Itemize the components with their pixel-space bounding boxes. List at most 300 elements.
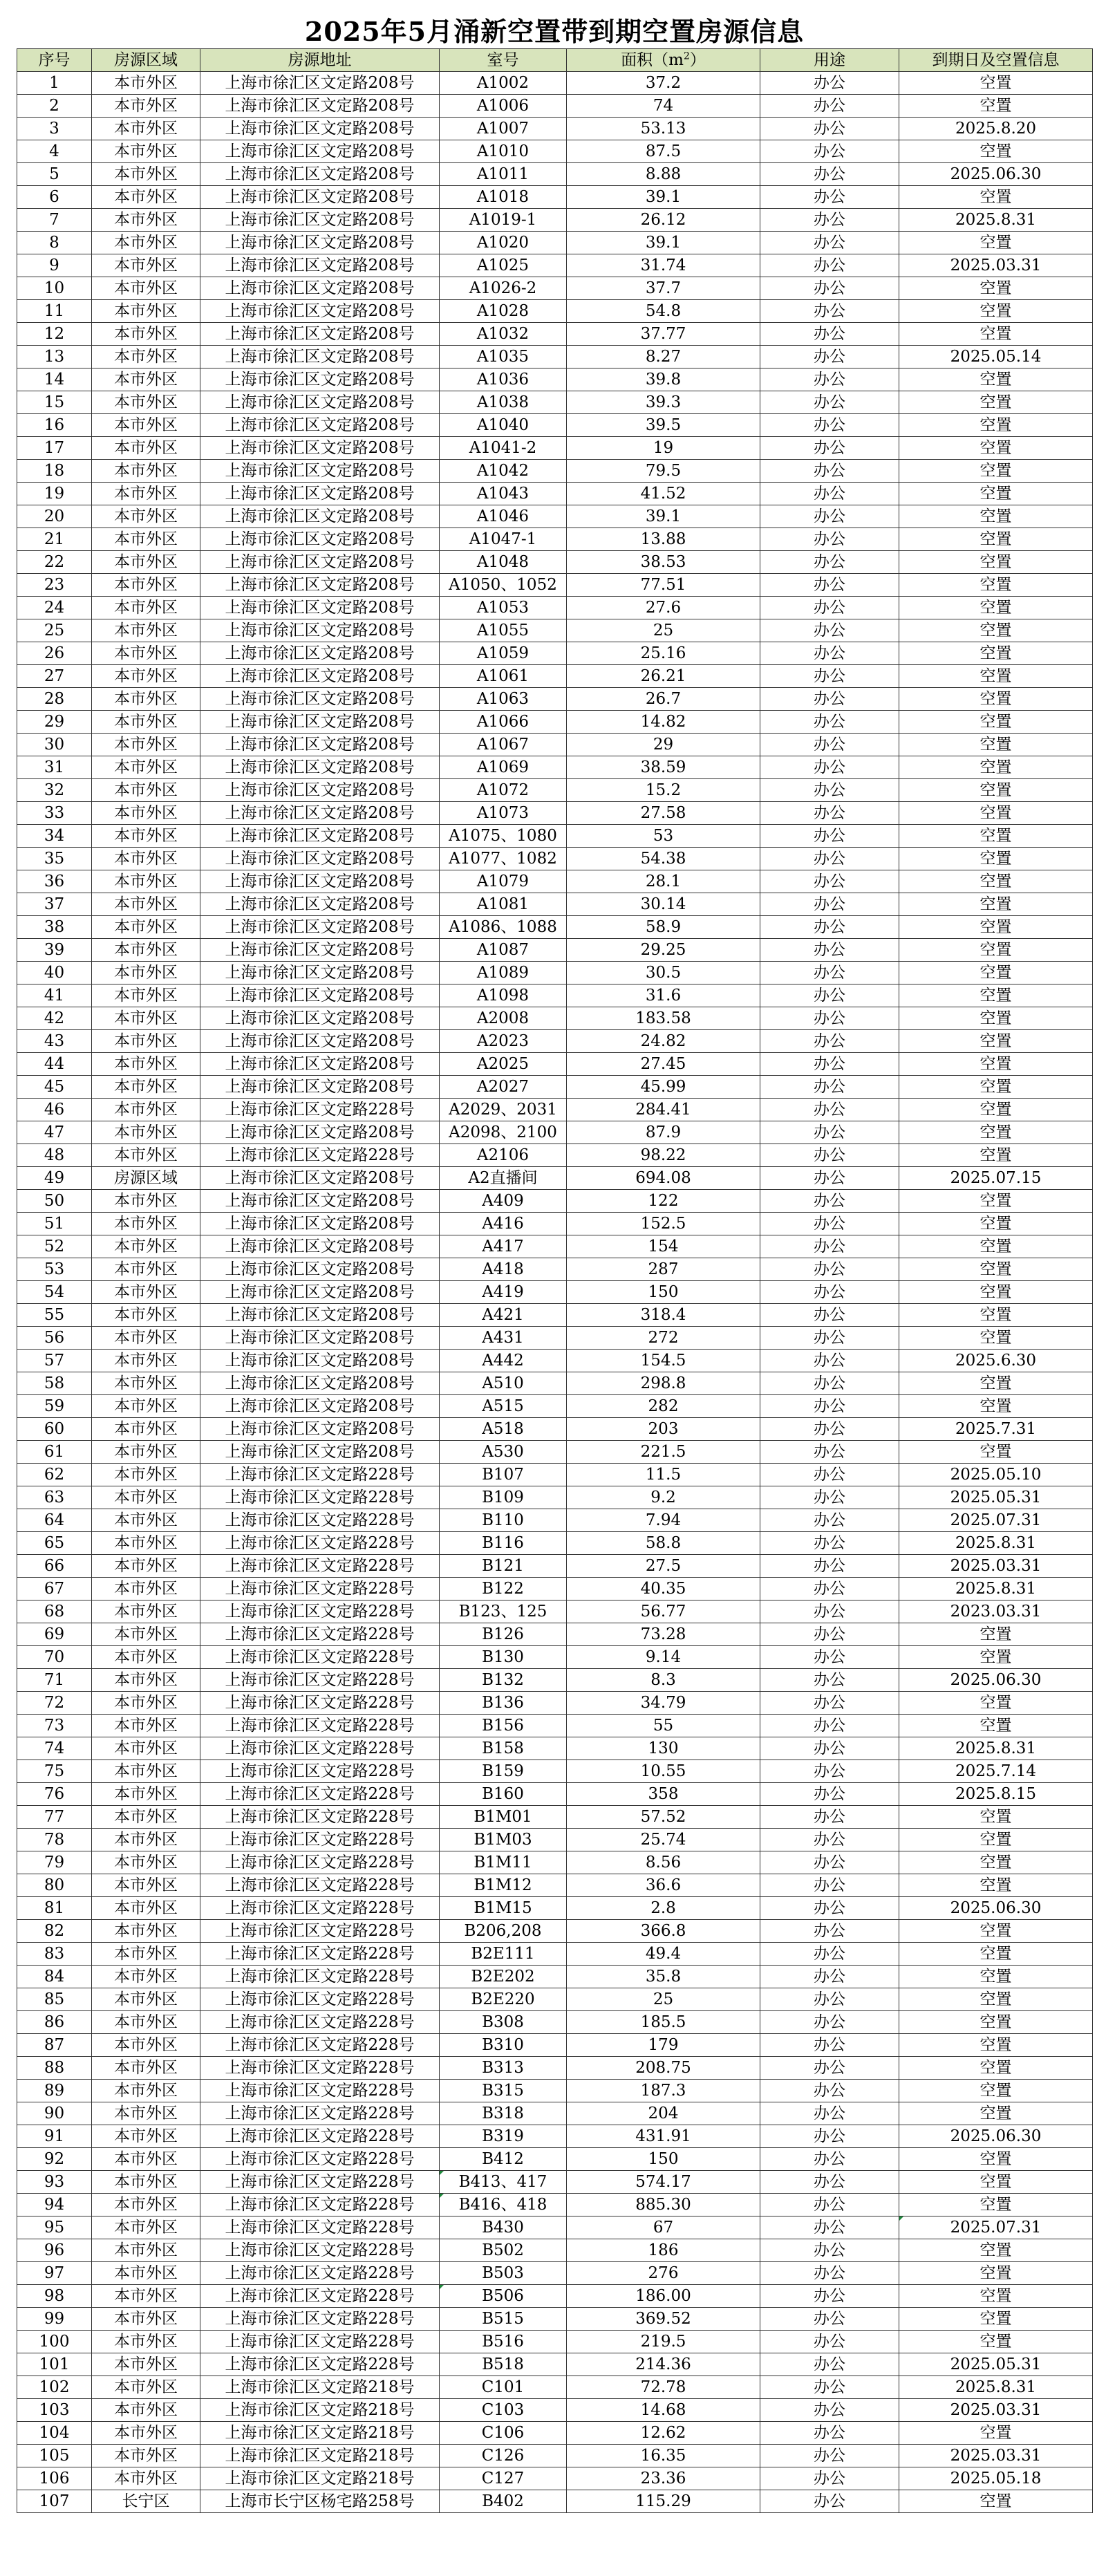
cell-seq[interactable]: 79	[17, 1851, 92, 1874]
cell-room[interactable]: A1081	[440, 893, 567, 916]
cell-seq[interactable]: 64	[17, 1509, 92, 1532]
cell-room[interactable]: B308	[440, 2011, 567, 2034]
cell-area[interactable]: 183.58	[567, 1007, 760, 1030]
cell-region[interactable]: 本市外区	[92, 483, 200, 505]
cell-expiry[interactable]: 空置	[899, 1304, 1093, 1327]
cell-seq[interactable]: 41	[17, 984, 92, 1007]
cell-expiry[interactable]: 空置	[899, 848, 1093, 870]
cell-area[interactable]: 87.5	[567, 140, 760, 163]
cell-usage[interactable]: 办公	[760, 711, 899, 734]
cell-address[interactable]: 上海市长宁区杨宅路258号	[200, 2490, 440, 2513]
cell-address[interactable]: 上海市徐汇区文定路208号	[200, 1418, 440, 1441]
cell-address[interactable]: 上海市徐汇区文定路208号	[200, 1190, 440, 1213]
cell-region[interactable]: 房源区域	[92, 1167, 200, 1190]
cell-expiry[interactable]: 空置	[899, 391, 1093, 414]
cell-usage[interactable]: 办公	[760, 368, 899, 391]
cell-room[interactable]: B107	[440, 1464, 567, 1486]
cell-expiry[interactable]: 空置	[899, 2171, 1093, 2194]
cell-address[interactable]: 上海市徐汇区文定路228号	[200, 2080, 440, 2102]
cell-address[interactable]: 上海市徐汇区文定路228号	[200, 2331, 440, 2353]
cell-room[interactable]: C106	[440, 2422, 567, 2445]
cell-region[interactable]: 本市外区	[92, 1350, 200, 1372]
cell-room[interactable]: B160	[440, 1783, 567, 1806]
cell-seq[interactable]: 68	[17, 1600, 92, 1623]
cell-address[interactable]: 上海市徐汇区文定路208号	[200, 939, 440, 962]
cell-region[interactable]: 本市外区	[92, 1235, 200, 1258]
cell-area[interactable]: 150	[567, 2148, 760, 2171]
cell-address[interactable]: 上海市徐汇区文定路208号	[200, 848, 440, 870]
cell-room[interactable]: A1098	[440, 984, 567, 1007]
cell-region[interactable]: 本市外区	[92, 2422, 200, 2445]
cell-usage[interactable]: 办公	[760, 870, 899, 893]
cell-address[interactable]: 上海市徐汇区文定路228号	[200, 1783, 440, 1806]
cell-address[interactable]: 上海市徐汇区文定路228号	[200, 2057, 440, 2080]
cell-region[interactable]: 本市外区	[92, 1258, 200, 1281]
cell-usage[interactable]: 办公	[760, 1555, 899, 1578]
cell-seq[interactable]: 29	[17, 711, 92, 734]
cell-usage[interactable]: 办公	[760, 1737, 899, 1760]
cell-room[interactable]: A419	[440, 1281, 567, 1304]
cell-address[interactable]: 上海市徐汇区文定路228号	[200, 2125, 440, 2148]
cell-region[interactable]: 本市外区	[92, 1806, 200, 1829]
cell-region[interactable]: 本市外区	[92, 2331, 200, 2353]
cell-room[interactable]: A1073	[440, 802, 567, 825]
cell-expiry[interactable]: 2025.8.15	[899, 1783, 1093, 1806]
cell-usage[interactable]: 办公	[760, 2262, 899, 2285]
cell-room[interactable]: B123、125	[440, 1600, 567, 1623]
cell-room[interactable]: B503	[440, 2262, 567, 2285]
cell-area[interactable]: 179	[567, 2034, 760, 2057]
cell-usage[interactable]: 办公	[760, 802, 899, 825]
cell-room[interactable]: A1077、1082	[440, 848, 567, 870]
cell-usage[interactable]: 办公	[760, 1007, 899, 1030]
cell-usage[interactable]: 办公	[760, 95, 899, 118]
cell-region[interactable]: 本市外区	[92, 1190, 200, 1213]
cell-usage[interactable]: 办公	[760, 2376, 899, 2399]
cell-expiry[interactable]: 空置	[899, 1395, 1093, 1418]
cell-expiry[interactable]: 空置	[899, 1144, 1093, 1167]
cell-seq[interactable]: 30	[17, 734, 92, 756]
cell-usage[interactable]: 办公	[760, 2422, 899, 2445]
cell-expiry[interactable]: 空置	[899, 1988, 1093, 2011]
cell-room[interactable]: A1063	[440, 688, 567, 711]
cell-area[interactable]: 8.3	[567, 1669, 760, 1692]
cell-room[interactable]: A1032	[440, 323, 567, 346]
cell-area[interactable]: 73.28	[567, 1623, 760, 1646]
cell-address[interactable]: 上海市徐汇区文定路208号	[200, 1213, 440, 1235]
cell-expiry[interactable]: 2025.03.31	[899, 2399, 1093, 2422]
cell-seq[interactable]: 93	[17, 2171, 92, 2194]
cell-usage[interactable]: 办公	[760, 277, 899, 300]
cell-address[interactable]: 上海市徐汇区文定路208号	[200, 825, 440, 848]
cell-usage[interactable]: 办公	[760, 2445, 899, 2467]
cell-region[interactable]: 本市外区	[92, 2080, 200, 2102]
cell-room[interactable]: A1059	[440, 642, 567, 665]
cell-area[interactable]: 115.29	[567, 2490, 760, 2513]
cell-room[interactable]: A2027	[440, 1076, 567, 1099]
cell-expiry[interactable]: 2025.05.14	[899, 346, 1093, 368]
cell-address[interactable]: 上海市徐汇区文定路208号	[200, 756, 440, 779]
cell-expiry[interactable]: 2025.05.18	[899, 2467, 1093, 2490]
cell-expiry[interactable]: 2025.8.31	[899, 1532, 1093, 1555]
cell-address[interactable]: 上海市徐汇区文定路228号	[200, 1920, 440, 1943]
cell-usage[interactable]: 办公	[760, 346, 899, 368]
cell-expiry[interactable]: 空置	[899, 1190, 1093, 1213]
cell-region[interactable]: 本市外区	[92, 1600, 200, 1623]
cell-region[interactable]: 本市外区	[92, 1121, 200, 1144]
cell-room[interactable]: A1053	[440, 597, 567, 619]
cell-area[interactable]: 187.3	[567, 2080, 760, 2102]
cell-seq[interactable]: 38	[17, 916, 92, 939]
cell-seq[interactable]: 3	[17, 118, 92, 140]
cell-expiry[interactable]: 2025.06.30	[899, 1897, 1093, 1920]
cell-region[interactable]: 本市外区	[92, 1395, 200, 1418]
cell-usage[interactable]: 办公	[760, 642, 899, 665]
cell-seq[interactable]: 104	[17, 2422, 92, 2445]
cell-address[interactable]: 上海市徐汇区文定路208号	[200, 1304, 440, 1327]
cell-room[interactable]: A1002	[440, 72, 567, 95]
cell-seq[interactable]: 31	[17, 756, 92, 779]
cell-expiry[interactable]: 空置	[899, 2490, 1093, 2513]
cell-address[interactable]: 上海市徐汇区文定路228号	[200, 1646, 440, 1669]
cell-expiry[interactable]: 空置	[899, 597, 1093, 619]
cell-usage[interactable]: 办公	[760, 118, 899, 140]
cell-area[interactable]: 40.35	[567, 1578, 760, 1600]
cell-address[interactable]: 上海市徐汇区文定路208号	[200, 186, 440, 209]
cell-usage[interactable]: 办公	[760, 140, 899, 163]
cell-seq[interactable]: 98	[17, 2285, 92, 2308]
cell-room[interactable]: B110	[440, 1509, 567, 1532]
cell-usage[interactable]: 办公	[760, 2285, 899, 2308]
cell-seq[interactable]: 81	[17, 1897, 92, 1920]
cell-usage[interactable]: 办公	[760, 2080, 899, 2102]
cell-address[interactable]: 上海市徐汇区文定路228号	[200, 1464, 440, 1486]
cell-expiry[interactable]: 空置	[899, 711, 1093, 734]
cell-region[interactable]: 本市外区	[92, 1760, 200, 1783]
cell-area[interactable]: 29.25	[567, 939, 760, 962]
cell-room[interactable]: A2023	[440, 1030, 567, 1053]
cell-usage[interactable]: 办公	[760, 163, 899, 186]
cell-expiry[interactable]: 空置	[899, 1030, 1093, 1053]
cell-room[interactable]: B1M15	[440, 1897, 567, 1920]
cell-address[interactable]: 上海市徐汇区文定路208号	[200, 209, 440, 232]
cell-room[interactable]: A2029、2031	[440, 1099, 567, 1121]
cell-area[interactable]: 282	[567, 1395, 760, 1418]
cell-usage[interactable]: 办公	[760, 300, 899, 323]
cell-room[interactable]: C101	[440, 2376, 567, 2399]
cell-address[interactable]: 上海市徐汇区文定路228号	[200, 2034, 440, 2057]
cell-address[interactable]: 上海市徐汇区文定路208号	[200, 460, 440, 483]
cell-usage[interactable]: 办公	[760, 734, 899, 756]
cell-room[interactable]: A1019-1	[440, 209, 567, 232]
cell-room[interactable]: A1025	[440, 254, 567, 277]
cell-room[interactable]: B416、418	[440, 2194, 567, 2216]
cell-address[interactable]: 上海市徐汇区文定路218号	[200, 2399, 440, 2422]
cell-expiry[interactable]: 2025.05.10	[899, 1464, 1093, 1486]
cell-expiry[interactable]: 空置	[899, 460, 1093, 483]
cell-expiry[interactable]: 空置	[899, 277, 1093, 300]
cell-region[interactable]: 本市外区	[92, 277, 200, 300]
cell-room[interactable]: A1040	[440, 414, 567, 437]
cell-area[interactable]: 58.9	[567, 916, 760, 939]
cell-region[interactable]: 本市外区	[92, 1851, 200, 1874]
cell-area[interactable]: 185.5	[567, 2011, 760, 2034]
cell-region[interactable]: 本市外区	[92, 2376, 200, 2399]
cell-expiry[interactable]: 空置	[899, 2239, 1093, 2262]
cell-address[interactable]: 上海市徐汇区文定路208号	[200, 893, 440, 916]
cell-region[interactable]: 本市外区	[92, 1144, 200, 1167]
cell-usage[interactable]: 办公	[760, 665, 899, 688]
cell-area[interactable]: 29	[567, 734, 760, 756]
cell-room[interactable]: A515	[440, 1395, 567, 1418]
cell-address[interactable]: 上海市徐汇区文定路208号	[200, 300, 440, 323]
cell-area[interactable]: 39.8	[567, 368, 760, 391]
cell-address[interactable]: 上海市徐汇区文定路208号	[200, 1076, 440, 1099]
cell-expiry[interactable]: 空置	[899, 1281, 1093, 1304]
cell-expiry[interactable]: 空置	[899, 1623, 1093, 1646]
cell-address[interactable]: 上海市徐汇区文定路208号	[200, 254, 440, 277]
cell-expiry[interactable]: 空置	[899, 1258, 1093, 1281]
cell-region[interactable]: 本市外区	[92, 870, 200, 893]
cell-expiry[interactable]: 空置	[899, 2102, 1093, 2125]
cell-seq[interactable]: 2	[17, 95, 92, 118]
cell-expiry[interactable]: 空置	[899, 414, 1093, 437]
cell-usage[interactable]: 办公	[760, 1053, 899, 1076]
cell-room[interactable]: A2098、2100	[440, 1121, 567, 1144]
cell-address[interactable]: 上海市徐汇区文定路208号	[200, 1121, 440, 1144]
cell-address[interactable]: 上海市徐汇区文定路208号	[200, 118, 440, 140]
cell-area[interactable]: 39.3	[567, 391, 760, 414]
cell-expiry[interactable]: 2025.03.31	[899, 2445, 1093, 2467]
cell-area[interactable]: 208.75	[567, 2057, 760, 2080]
cell-area[interactable]: 221.5	[567, 1441, 760, 1464]
cell-usage[interactable]: 办公	[760, 2194, 899, 2216]
cell-region[interactable]: 本市外区	[92, 1304, 200, 1327]
cell-usage[interactable]: 办公	[760, 323, 899, 346]
cell-area[interactable]: 38.59	[567, 756, 760, 779]
cell-expiry[interactable]: 空置	[899, 300, 1093, 323]
cell-area[interactable]: 34.79	[567, 1692, 760, 1715]
cell-seq[interactable]: 56	[17, 1327, 92, 1350]
cell-expiry[interactable]: 空置	[899, 140, 1093, 163]
cell-expiry[interactable]: 空置	[899, 1806, 1093, 1829]
cell-room[interactable]: B130	[440, 1646, 567, 1669]
cell-seq[interactable]: 12	[17, 323, 92, 346]
cell-region[interactable]: 本市外区	[92, 2171, 200, 2194]
cell-address[interactable]: 上海市徐汇区文定路208号	[200, 1441, 440, 1464]
cell-room[interactable]: A1072	[440, 779, 567, 802]
cell-usage[interactable]: 办公	[760, 1030, 899, 1053]
cell-seq[interactable]: 44	[17, 1053, 92, 1076]
cell-usage[interactable]: 办公	[760, 688, 899, 711]
cell-room[interactable]: B518	[440, 2353, 567, 2376]
cell-room[interactable]: A1028	[440, 300, 567, 323]
cell-address[interactable]: 上海市徐汇区文定路208号	[200, 277, 440, 300]
cell-address[interactable]: 上海市徐汇区文定路208号	[200, 1281, 440, 1304]
cell-address[interactable]: 上海市徐汇区文定路208号	[200, 95, 440, 118]
cell-room[interactable]: B315	[440, 2080, 567, 2102]
cell-area[interactable]: 38.53	[567, 551, 760, 574]
cell-region[interactable]: 本市外区	[92, 1669, 200, 1692]
cell-area[interactable]: 214.36	[567, 2353, 760, 2376]
cell-area[interactable]: 56.77	[567, 1600, 760, 1623]
cell-area[interactable]: 27.5	[567, 1555, 760, 1578]
cell-seq[interactable]: 19	[17, 483, 92, 505]
cell-address[interactable]: 上海市徐汇区文定路208号	[200, 688, 440, 711]
cell-usage[interactable]: 办公	[760, 1190, 899, 1213]
cell-area[interactable]: 30.14	[567, 893, 760, 916]
cell-expiry[interactable]: 空置	[899, 2080, 1093, 2102]
cell-room[interactable]: B1M11	[440, 1851, 567, 1874]
cell-region[interactable]: 本市外区	[92, 1327, 200, 1350]
cell-area[interactable]: 37.7	[567, 277, 760, 300]
cell-room[interactable]: A1055	[440, 619, 567, 642]
cell-area[interactable]: 54.8	[567, 300, 760, 323]
cell-expiry[interactable]: 空置	[899, 574, 1093, 597]
cell-region[interactable]: 本市外区	[92, 2125, 200, 2148]
cell-usage[interactable]: 办公	[760, 2239, 899, 2262]
cell-seq[interactable]: 92	[17, 2148, 92, 2171]
cell-seq[interactable]: 80	[17, 1874, 92, 1897]
cell-expiry[interactable]: 2025.07.31	[899, 2216, 1093, 2239]
cell-area[interactable]: 9.2	[567, 1486, 760, 1509]
cell-seq[interactable]: 13	[17, 346, 92, 368]
cell-seq[interactable]: 4	[17, 140, 92, 163]
cell-seq[interactable]: 72	[17, 1692, 92, 1715]
cell-area[interactable]: 204	[567, 2102, 760, 2125]
cell-room[interactable]: A1026-2	[440, 277, 567, 300]
cell-address[interactable]: 上海市徐汇区文定路228号	[200, 1760, 440, 1783]
cell-room[interactable]: A1079	[440, 870, 567, 893]
cell-area[interactable]: 58.8	[567, 1532, 760, 1555]
cell-expiry[interactable]: 空置	[899, 505, 1093, 528]
cell-expiry[interactable]: 空置	[899, 1715, 1093, 1737]
cell-usage[interactable]: 办公	[760, 1669, 899, 1692]
cell-seq[interactable]: 9	[17, 254, 92, 277]
cell-region[interactable]: 本市外区	[92, 1943, 200, 1966]
cell-address[interactable]: 上海市徐汇区文定路228号	[200, 1715, 440, 1737]
cell-usage[interactable]: 办公	[760, 1715, 899, 1737]
cell-region[interactable]: 本市外区	[92, 2148, 200, 2171]
cell-usage[interactable]: 办公	[760, 1988, 899, 2011]
cell-expiry[interactable]: 空置	[899, 1851, 1093, 1874]
cell-address[interactable]: 上海市徐汇区文定路208号	[200, 414, 440, 437]
cell-expiry[interactable]: 2025.06.30	[899, 2125, 1093, 2148]
cell-seq[interactable]: 18	[17, 460, 92, 483]
cell-usage[interactable]: 办公	[760, 2148, 899, 2171]
cell-seq[interactable]: 14	[17, 368, 92, 391]
cell-room[interactable]: A1007	[440, 118, 567, 140]
cell-room[interactable]: A1066	[440, 711, 567, 734]
cell-seq[interactable]: 27	[17, 665, 92, 688]
cell-room[interactable]: A417	[440, 1235, 567, 1258]
cell-seq[interactable]: 23	[17, 574, 92, 597]
cell-area[interactable]: 369.52	[567, 2308, 760, 2331]
cell-room[interactable]: A1041-2	[440, 437, 567, 460]
cell-room[interactable]: B132	[440, 1669, 567, 1692]
cell-area[interactable]: 41.52	[567, 483, 760, 505]
cell-region[interactable]: 本市外区	[92, 209, 200, 232]
cell-region[interactable]: 本市外区	[92, 1966, 200, 1988]
cell-usage[interactable]: 办公	[760, 1327, 899, 1350]
cell-expiry[interactable]: 空置	[899, 323, 1093, 346]
cell-region[interactable]: 本市外区	[92, 825, 200, 848]
cell-address[interactable]: 上海市徐汇区文定路228号	[200, 1600, 440, 1623]
cell-expiry[interactable]: 空置	[899, 642, 1093, 665]
cell-region[interactable]: 本市外区	[92, 1715, 200, 1737]
cell-area[interactable]: 19	[567, 437, 760, 460]
cell-area[interactable]: 55	[567, 1715, 760, 1737]
cell-address[interactable]: 上海市徐汇区文定路228号	[200, 2148, 440, 2171]
cell-area[interactable]: 77.51	[567, 574, 760, 597]
cell-address[interactable]: 上海市徐汇区文定路218号	[200, 2445, 440, 2467]
cell-expiry[interactable]: 空置	[899, 1121, 1093, 1144]
cell-expiry[interactable]: 空置	[899, 1646, 1093, 1669]
cell-region[interactable]: 本市外区	[92, 1076, 200, 1099]
cell-region[interactable]: 本市外区	[92, 2353, 200, 2376]
cell-area[interactable]: 39.1	[567, 186, 760, 209]
cell-region[interactable]: 本市外区	[92, 186, 200, 209]
cell-address[interactable]: 上海市徐汇区文定路228号	[200, 1943, 440, 1966]
cell-address[interactable]: 上海市徐汇区文定路228号	[200, 1623, 440, 1646]
cell-room[interactable]: B313	[440, 2057, 567, 2080]
cell-seq[interactable]: 7	[17, 209, 92, 232]
cell-usage[interactable]: 办公	[760, 437, 899, 460]
cell-expiry[interactable]: 空置	[899, 1076, 1093, 1099]
cell-expiry[interactable]: 空置	[899, 962, 1093, 984]
cell-seq[interactable]: 95	[17, 2216, 92, 2239]
cell-usage[interactable]: 办公	[760, 1920, 899, 1943]
cell-room[interactable]: A518	[440, 1418, 567, 1441]
cell-expiry[interactable]: 2025.03.31	[899, 1555, 1093, 1578]
cell-area[interactable]: 8.56	[567, 1851, 760, 1874]
cell-room[interactable]: B122	[440, 1578, 567, 1600]
cell-seq[interactable]: 20	[17, 505, 92, 528]
cell-address[interactable]: 上海市徐汇区文定路208号	[200, 734, 440, 756]
cell-region[interactable]: 本市外区	[92, 1486, 200, 1509]
cell-room[interactable]: A431	[440, 1327, 567, 1350]
cell-room[interactable]: A1038	[440, 391, 567, 414]
cell-room[interactable]: B318	[440, 2102, 567, 2125]
cell-expiry[interactable]: 2025.8.31	[899, 2376, 1093, 2399]
cell-seq[interactable]: 58	[17, 1372, 92, 1395]
cell-seq[interactable]: 16	[17, 414, 92, 437]
cell-address[interactable]: 上海市徐汇区文定路208号	[200, 1053, 440, 1076]
cell-room[interactable]: A1043	[440, 483, 567, 505]
cell-address[interactable]: 上海市徐汇区文定路228号	[200, 2308, 440, 2331]
cell-room[interactable]: A2106	[440, 1144, 567, 1167]
cell-area[interactable]: 45.99	[567, 1076, 760, 1099]
cell-region[interactable]: 本市外区	[92, 2102, 200, 2125]
cell-area[interactable]: 98.22	[567, 1144, 760, 1167]
cell-usage[interactable]: 办公	[760, 1395, 899, 1418]
cell-address[interactable]: 上海市徐汇区文定路208号	[200, 802, 440, 825]
cell-usage[interactable]: 办公	[760, 1874, 899, 1897]
cell-usage[interactable]: 办公	[760, 1372, 899, 1395]
cell-expiry[interactable]: 2025.6.30	[899, 1350, 1093, 1372]
cell-region[interactable]: 本市外区	[92, 574, 200, 597]
cell-address[interactable]: 上海市徐汇区文定路228号	[200, 1144, 440, 1167]
cell-area[interactable]: 39.1	[567, 505, 760, 528]
cell-seq[interactable]: 101	[17, 2353, 92, 2376]
cell-area[interactable]: 287	[567, 1258, 760, 1281]
cell-room[interactable]: C126	[440, 2445, 567, 2467]
cell-room[interactable]: B2E220	[440, 1988, 567, 2011]
cell-seq[interactable]: 100	[17, 2331, 92, 2353]
cell-area[interactable]: 8.27	[567, 346, 760, 368]
cell-address[interactable]: 上海市徐汇区文定路208号	[200, 551, 440, 574]
cell-usage[interactable]: 办公	[760, 962, 899, 984]
